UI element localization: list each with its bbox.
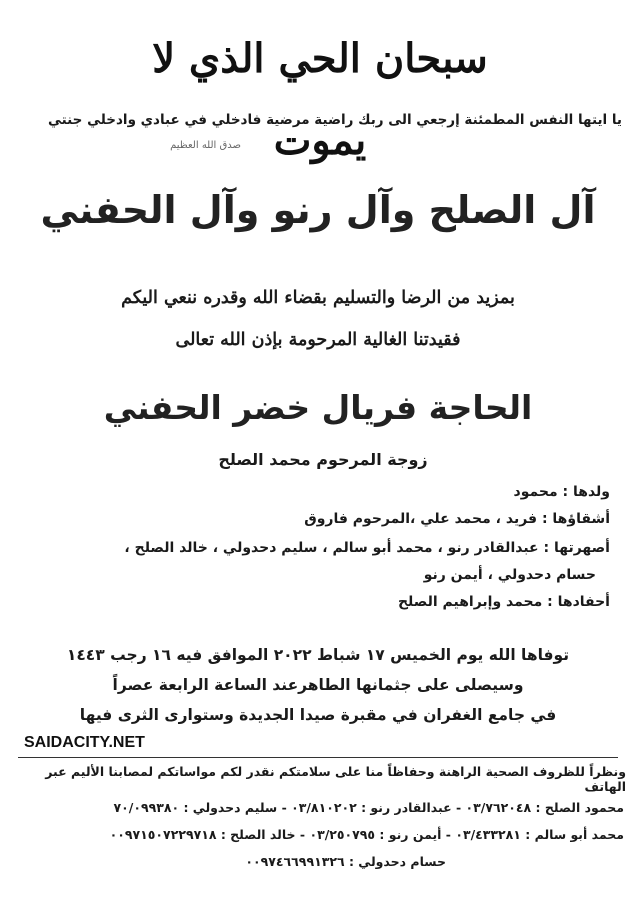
funeral-time-line: وسيصلى على جثمانها الطاهرعند الساعة الرابعة عصراً bbox=[112, 676, 524, 694]
contact-line: محمود الصلح : ٠٣/٧٦٢٠٤٨ - عبدالقادر رنو : ٠٣/٨١٠٢٠٢ - سليم دحدولي : ٧٠/٠٩٩٣٨٠ bbox=[113, 800, 624, 815]
relatives-line: حسام دحدولي ، أيمن رنو bbox=[423, 567, 596, 583]
contact-line: محمد أبو سالم : ٠٣/٤٣٣٢٨١ - أيمن رنو : ٠٣/٢٥٠٧٩٥ - خالد الصلح : ٠٠٩٧١٥٠٧٢٢٩٧١٨ bbox=[109, 827, 624, 842]
quran-verse: يا ايتها النفس المطمئنة إرجعي الى ربك راضية مرضية فادخلي في عبادي وادخلي جنتي bbox=[48, 112, 622, 128]
condolence-notice: ونظراً للظروف الصحية الراهنة وحفاظاً منا على سلامتكم نقدر لكم مواساتكم لمصابنا الأليم عبر الهاتف bbox=[45, 764, 626, 794]
relatives-line: ولدها : محمود bbox=[513, 484, 610, 500]
spouse-line: زوجة المرحوم محمد الصلح bbox=[218, 450, 428, 469]
relatives-line: أحفادها : محمد وإبراهيم الصلح bbox=[397, 594, 610, 610]
deceased-name: الحاجة فريال خضر الحفني bbox=[103, 388, 533, 427]
death-line: توفاها الله يوم الخميس ١٧ شباط ٢٠٢٢ الموافق فيه ١٦ رجب ١٤٤٣ bbox=[66, 646, 570, 664]
relatives-line: أشقاؤها : فريد ، محمد علي ،المرحوم فاروق bbox=[304, 511, 610, 527]
contact-line: حسام دحدولي : ٠٠٩٧٤٦٦٩٩١٣٢٦ bbox=[245, 854, 446, 869]
family-names: آل الصلح وآل رنو وآل الحفني bbox=[40, 188, 596, 232]
verse-source: صدق الله العظيم bbox=[170, 140, 241, 151]
watermark-text: SAIDACITY.NET bbox=[24, 734, 145, 751]
divider bbox=[18, 757, 618, 758]
intro-line-1: بمزيد من الرضا والتسليم بقضاء الله وقدره ننعي اليكم bbox=[121, 288, 515, 308]
relatives-line: أصهرتها : عبدالقادر رنو ، محمد أبو سالم ، سليم دحدولي ، خالد الصلح ، bbox=[124, 540, 610, 556]
calligraphy-header: سبحان الحي الذي لا يموت bbox=[152, 35, 488, 164]
intro-line-2: فقيدتنا الغالية المرحومة بإذن الله تعالى bbox=[175, 330, 461, 350]
burial-place-line: في جامع الغفران في مقبرة صيدا الجديدة وستوارى الثرى فيها bbox=[79, 706, 557, 724]
